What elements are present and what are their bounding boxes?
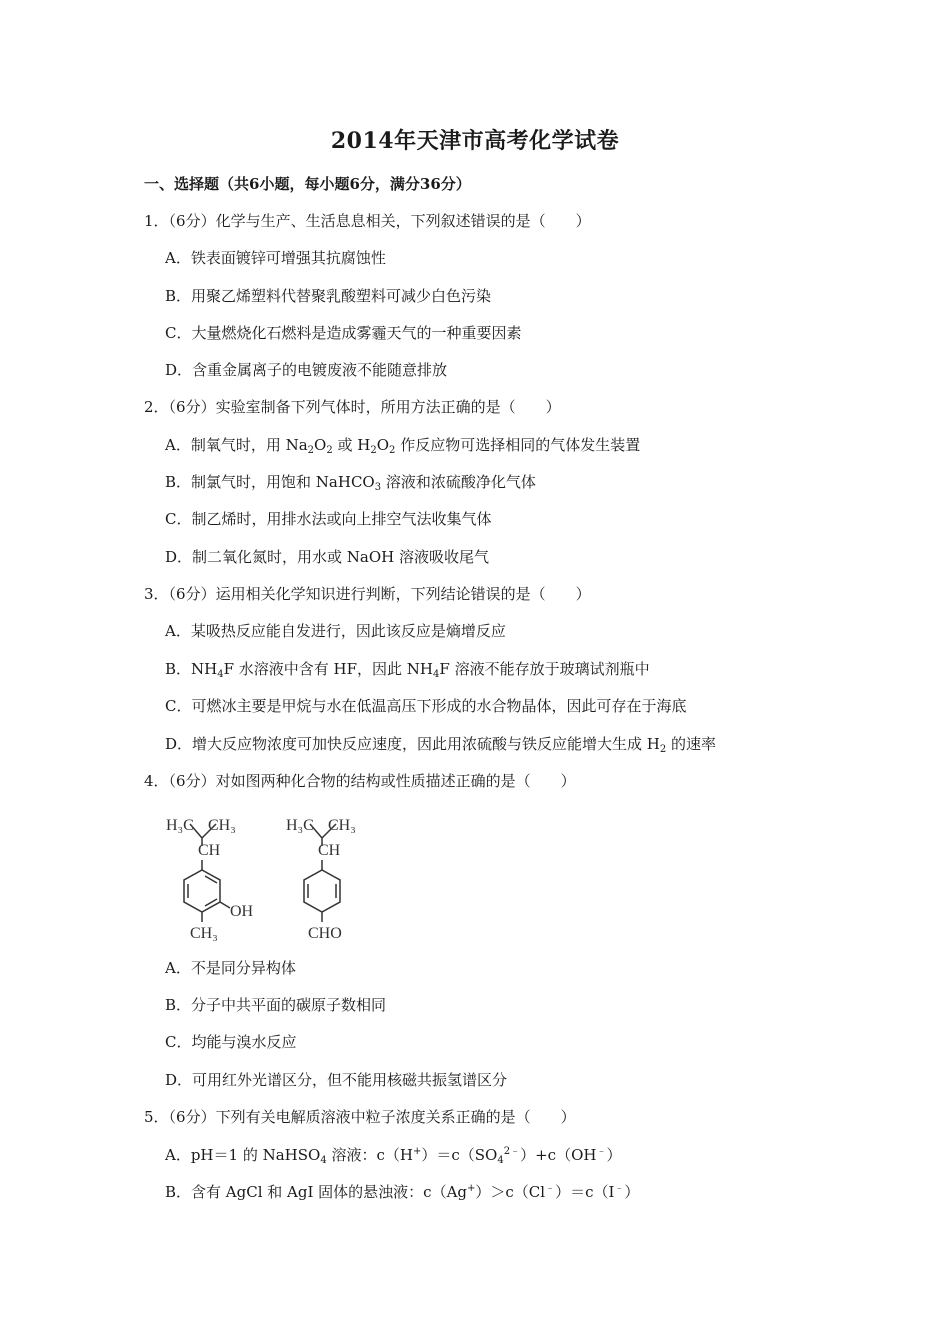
question-1-option-a: A．铁表面镀锌可增强其抗腐蚀性: [165, 249, 386, 267]
question-3-option-a: A．某吸热反应能自发进行，因此该反应是熵增反应: [165, 622, 506, 640]
molecule-left-ch3-label: CH₃: [208, 817, 236, 834]
question-1-stem: 1．（6分）化学与生产、生活息息相关，下列叙述错误的是（ ）: [144, 212, 591, 230]
molecule-right-ch3-label: CH₃: [328, 817, 356, 834]
question-1-option-b: B．用聚乙烯塑料代替聚乳酸塑料可减少白色污染: [165, 287, 492, 305]
section-heading: 一、选择题（共6小题，每小题6分，满分36分）: [144, 175, 471, 193]
question-2-option-c: C．制乙烯时，用排水法或向上排空气法收集气体: [165, 510, 492, 528]
question-2-option-a: A．制氧气时，用 $Na_2O_2$ 或 $H_2O_2$ 作反应物可选择相同的气体发生装置: [165, 436, 641, 456]
molecule-right: [286, 817, 356, 942]
molecule-left-benzene-ring: [184, 870, 220, 912]
question-2-stem: 2．（6分）实验室制备下列气体时，所用方法正确的是（ ）: [144, 398, 561, 416]
molecule-right-double-bonds: [308, 884, 336, 898]
question-3-option-b: B．$NH_4F$ 水溶液中含有 HF，因此 $NH_4F$ 溶液不能存放于玻璃试剂瓶中: [165, 660, 650, 680]
question-5-option-b: B．含有 AgCl 和 AgI 固体的悬浊液：c（Ag+）＞c（Cl﹣）＝c（I﹣）: [165, 1183, 640, 1201]
structure-figure: [160, 808, 380, 946]
question-1-option-d: D．含重金属离子的电镀废液不能随意排放: [165, 361, 448, 379]
molecule-left-oh-label: OH: [230, 903, 254, 920]
molecule-left-double-bonds: [188, 876, 217, 906]
question-3-option-c: C．可燃冰主要是甲烷与水在低温高压下形成的水合物晶体，因此可存在于海底: [165, 697, 687, 715]
molecule-right-h3c-label: H₃C: [286, 817, 314, 834]
question-5-option-a: A．pH＝1 的 NaHSO$_4$ 溶液：$c(H^+)=c(SO_4^{2﹣})+c(OH^﹣)$: [165, 1146, 622, 1166]
question-2-option-d: D．制二氧化氮时，用水或 NaOH 溶液吸收尾气: [165, 548, 490, 566]
question-2-option-b: B．制氯气时，用饱和 NaHCO$_3$ 溶液和浓硫酸净化气体: [165, 473, 536, 493]
question-4-option-c: C．均能与溴水反应: [165, 1033, 297, 1051]
molecule-left-h3c-label: H₃C: [166, 817, 194, 834]
molecule-left-ch-label: CH: [198, 842, 221, 859]
molecule-right-ring: [304, 870, 340, 912]
molecule-right-cho-label: CHO: [308, 925, 342, 942]
question-4-option-b: B．分子中共平面的碳原子数相同: [165, 996, 387, 1014]
question-1-option-c: C．大量燃烧化石燃料是造成雾霾天气的一种重要因素: [165, 324, 522, 342]
page-title: 2014年天津市高考化学试卷: [330, 128, 620, 154]
question-4-stem: 4．（6分）对如图两种化合物的结构或性质描述正确的是（ ）: [144, 772, 576, 790]
question-5-stem: 5．（6分）下列有关电解质溶液中粒子浓度关系正确的是（ ）: [144, 1108, 576, 1126]
question-3-option-d: D．增大反应物浓度可加快反应速度，因此用浓硫酸与铁反应能增大生成 $H_2$ 的速率: [165, 735, 717, 755]
question-4-option-d: D．可用红外光谱区分，但不能用核磁共振氢谱区分: [165, 1071, 508, 1089]
molecule-left: [166, 817, 254, 942]
question-3-stem: 3．（6分）运用相关化学知识进行判断，下列结论错误的是（ ）: [144, 585, 591, 603]
molecule-left-oh-bond: [220, 902, 230, 908]
molecule-right-ch-label: CH: [318, 842, 341, 859]
question-4-option-a: A．不是同分异构体: [165, 959, 296, 977]
molecule-left-ch3-bottom-label: CH₃: [190, 925, 218, 942]
